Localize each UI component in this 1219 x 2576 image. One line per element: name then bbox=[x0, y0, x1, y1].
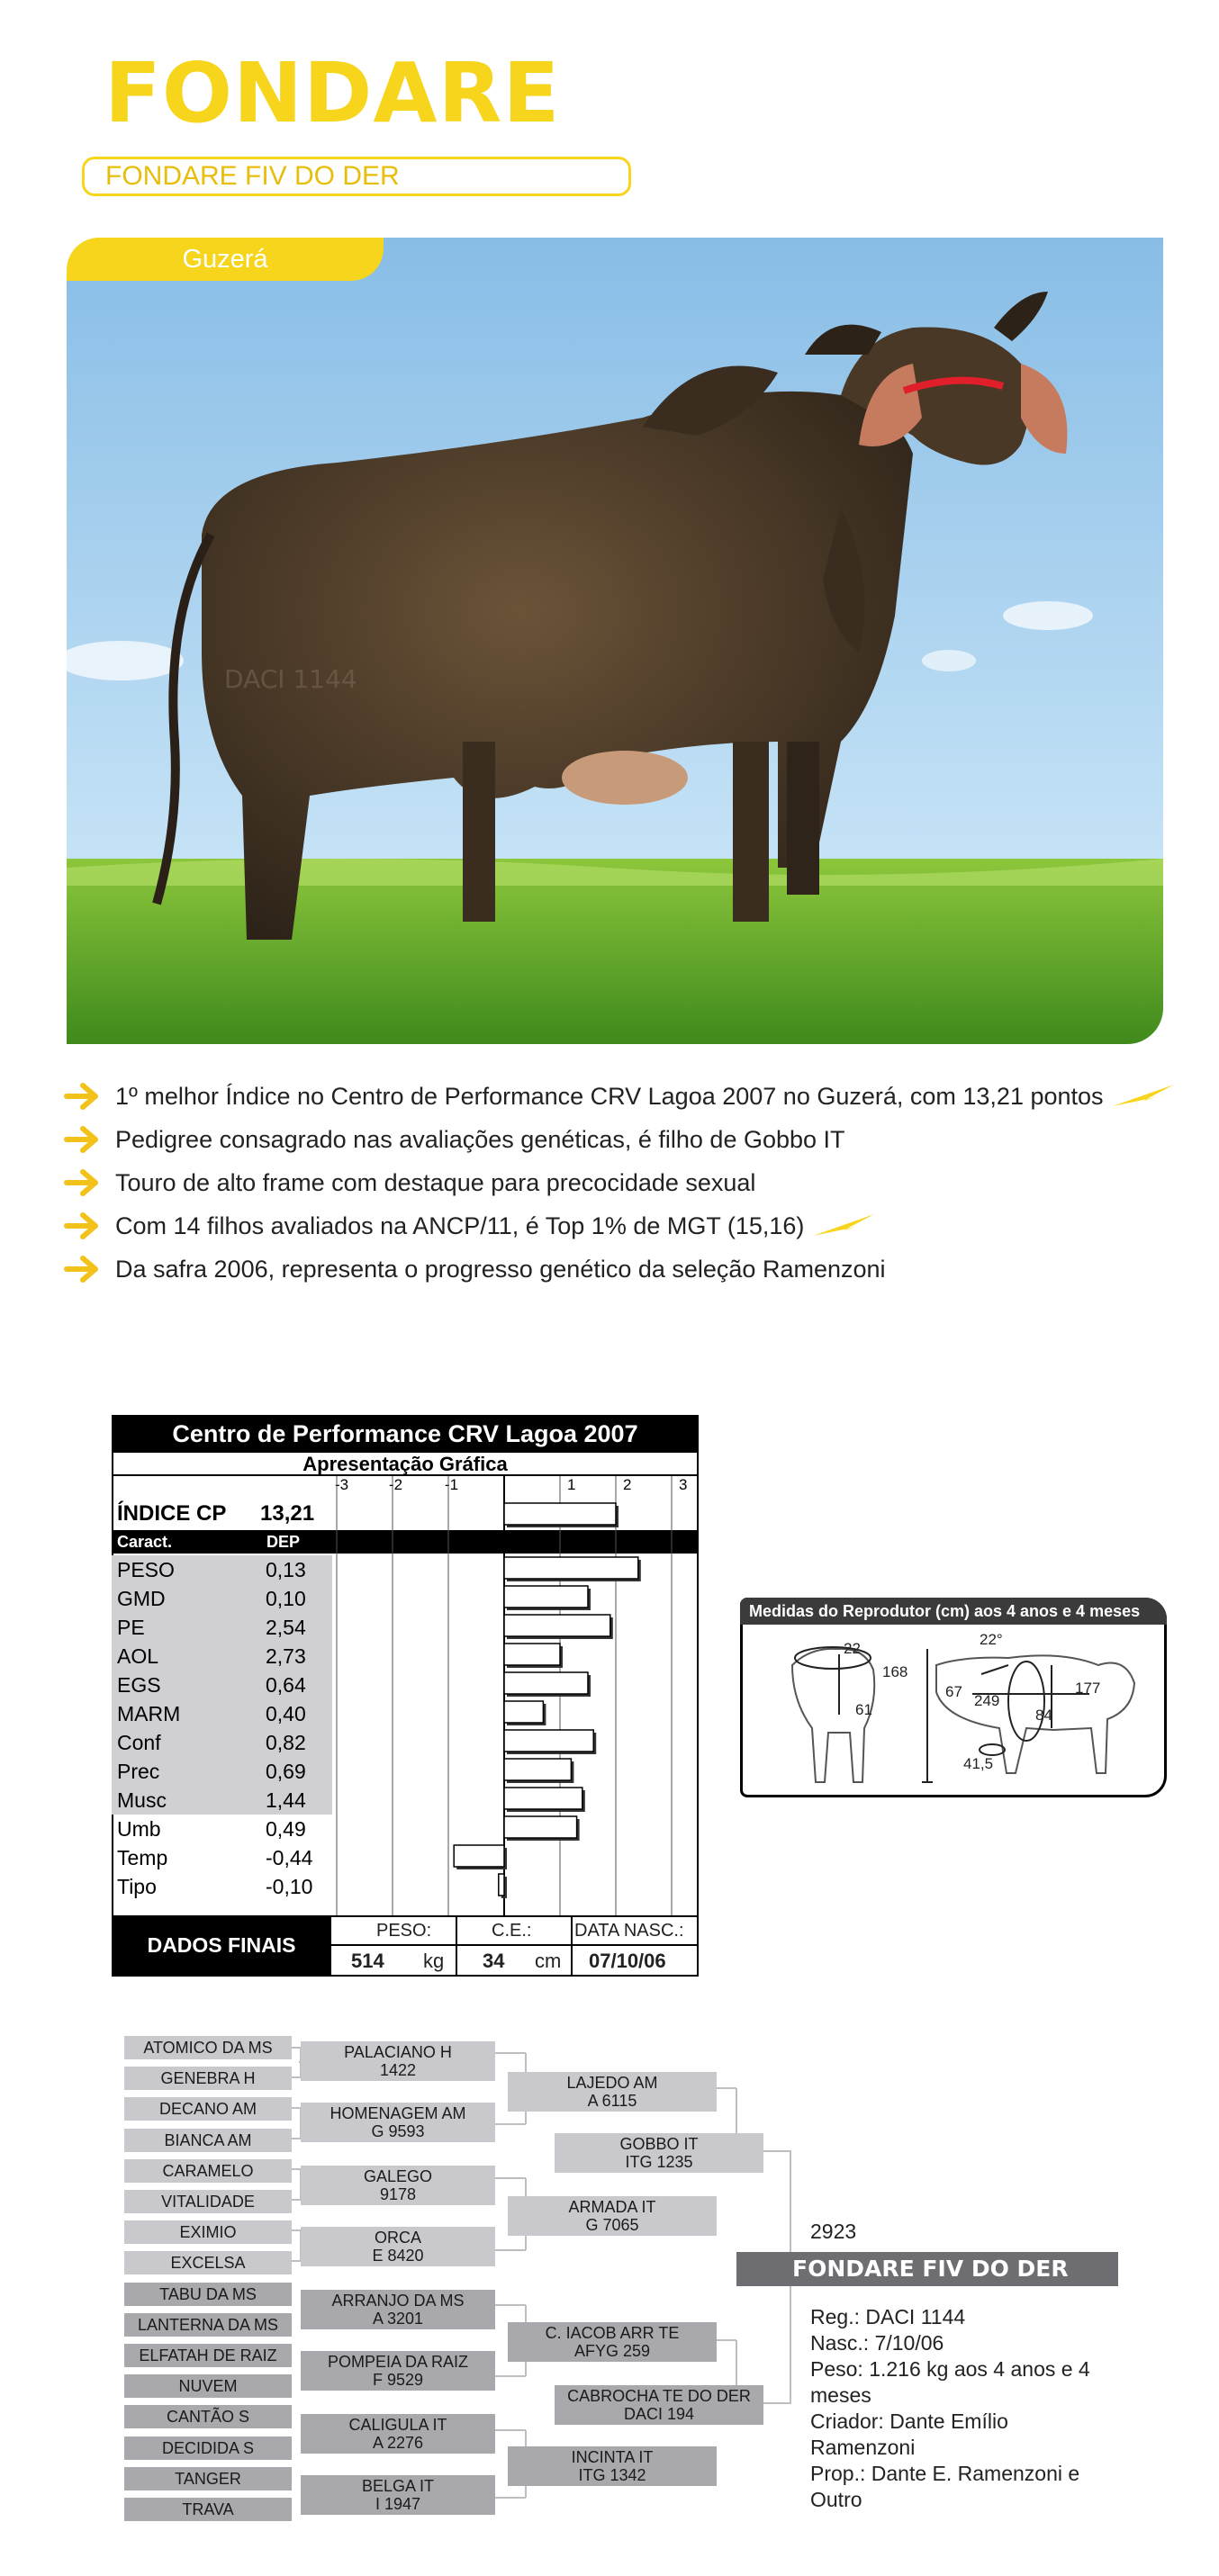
pedigree-ancestor-gen3 bbox=[301, 2414, 495, 2454]
pedigree-ancestor-gen3 bbox=[301, 2166, 495, 2205]
nasc-value: 07/10/06 bbox=[589, 1950, 666, 1972]
caract-label: Umb bbox=[117, 1817, 161, 1841]
indice-label: ÍNDICE CP bbox=[117, 1501, 227, 1526]
pedigree-code: 2923 bbox=[810, 2220, 857, 2243]
dep-value: -0,10 bbox=[266, 1875, 313, 1898]
caract-label: MARM bbox=[117, 1702, 181, 1725]
measure-label: 67 bbox=[945, 1683, 962, 1700]
peso-label: PESO: bbox=[376, 1921, 432, 1941]
ancestor-reg: ITG 1235 bbox=[625, 2153, 693, 2171]
chart-subtitle: Apresentação Gráfica bbox=[112, 1453, 699, 1476]
pedigree-ancestor-gen3 bbox=[301, 2227, 495, 2266]
pedigree-ancestor-gen4: BIANCA AM bbox=[124, 2129, 292, 2152]
pedigree-ancestor-gen4: ELFATAH DE RAIZ bbox=[124, 2344, 292, 2367]
pedigree-ancestor-gen4: DECIDIDA S bbox=[124, 2436, 292, 2460]
page-title: FONDARE bbox=[104, 45, 561, 141]
pedigree-ancestor-gen2 bbox=[508, 2446, 717, 2486]
caract-row bbox=[112, 1815, 699, 1843]
bullet-item bbox=[63, 1251, 886, 1287]
ancestor-reg: G 9593 bbox=[371, 2122, 425, 2140]
peso-unit: kg bbox=[423, 1950, 445, 1972]
bar--ndice-cp bbox=[504, 1503, 616, 1525]
caract-row bbox=[112, 1786, 699, 1815]
ancestor-reg: A 3201 bbox=[372, 2310, 424, 2328]
caract-label: Conf bbox=[117, 1731, 161, 1754]
ancestor-reg: 9178 bbox=[379, 2185, 417, 2203]
bullet-text: Da safra 2006, representa o progresso genético da seleção Ramenzoni bbox=[115, 1255, 886, 1283]
caract-label: Prec bbox=[117, 1760, 160, 1783]
ancestor-reg: E 8420 bbox=[372, 2247, 424, 2265]
ancestor-name: BELGA IT bbox=[361, 2477, 435, 2495]
dep-value: 0,13 bbox=[266, 1558, 306, 1581]
dep-value: 0,40 bbox=[266, 1702, 306, 1725]
pedigree-ancestor-gen3 bbox=[301, 2103, 495, 2142]
ancestor-name: GALEGO bbox=[363, 2167, 433, 2185]
measure-label: 41,5 bbox=[963, 1755, 994, 1772]
caract-row bbox=[112, 1671, 699, 1699]
arrow-icon bbox=[63, 1167, 103, 1198]
breed-label: Guzerá bbox=[182, 245, 268, 274]
caract-label: AOL bbox=[117, 1644, 159, 1668]
dep-value: 2,54 bbox=[266, 1616, 306, 1639]
bullet-text: Pedigree consagrado nas avaliações genéticas, é filho de Gobbo IT bbox=[115, 1125, 845, 1153]
caract-label: Tipo bbox=[117, 1875, 157, 1898]
dep-value: 0,82 bbox=[266, 1731, 306, 1754]
axis-tick: -3 bbox=[335, 1476, 349, 1493]
animal-name: FONDARE FIV DO DER bbox=[792, 2256, 1069, 2282]
ancestor-reg: DACI 194 bbox=[623, 2405, 695, 2423]
pedigree-ancestor-gen4: GENEBRA H bbox=[124, 2067, 292, 2090]
indice-value: 13,21 bbox=[260, 1501, 315, 1526]
dep-value: 2,73 bbox=[266, 1644, 306, 1668]
pedigree-ancestor-gen4: DECANO AM bbox=[124, 2097, 292, 2121]
bullet-item bbox=[63, 1121, 845, 1157]
pedigree-ancestor-gen4: TRAVA bbox=[124, 2498, 292, 2521]
performance-title: Centro de Performance CRV Lagoa 2007 bbox=[112, 1415, 699, 1453]
ancestor-name: ARRANJO DA MS bbox=[331, 2292, 465, 2310]
pedigree-ancestor-gen4: EXIMIO bbox=[124, 2220, 292, 2244]
pedigree-ancestor-gen4: TANGER bbox=[124, 2467, 292, 2490]
ancestor-name: LAJEDO AM bbox=[566, 2074, 658, 2092]
ancestor-name: PALACIANO H bbox=[344, 2043, 452, 2061]
pedigree-ancestor-gen4: EXCELSA bbox=[124, 2251, 292, 2274]
dep-value: 0,69 bbox=[266, 1760, 306, 1783]
measure-label: 177 bbox=[1075, 1680, 1101, 1697]
caract-label: Temp bbox=[117, 1846, 168, 1869]
pedigree-ancestor-gen3 bbox=[301, 2041, 495, 2081]
col-dep: DEP bbox=[266, 1533, 301, 1551]
ancestor-name: HOMENAGEM AM bbox=[330, 2104, 466, 2122]
nasc-label: DATA NASC.: bbox=[574, 1921, 684, 1941]
highlight-spark-icon bbox=[811, 1212, 876, 1239]
arrow-icon bbox=[63, 1081, 103, 1112]
dep-value: 0,10 bbox=[266, 1587, 306, 1610]
col-caract: Caract. bbox=[117, 1533, 173, 1551]
pedigree-ancestor-gen2 bbox=[508, 2196, 717, 2236]
ancestor-name: ARMADA IT bbox=[568, 2198, 656, 2216]
ancestor-reg: F 9529 bbox=[372, 2371, 424, 2389]
pedigree-ancestor-gen2 bbox=[508, 2072, 717, 2112]
caract-label: GMD bbox=[117, 1587, 166, 1610]
animal-nasc: Nasc.: 7/10/06 bbox=[810, 2331, 944, 2355]
ancestor-reg: 1422 bbox=[379, 2061, 417, 2079]
measure-label: 22 bbox=[844, 1640, 861, 1657]
pedigree-ancestor-gen1 bbox=[555, 2385, 763, 2425]
ancestor-name: ORCA bbox=[374, 2229, 421, 2247]
measure-label: 168 bbox=[882, 1663, 908, 1680]
axis-tick: -2 bbox=[389, 1476, 403, 1493]
pedigree-ancestor-gen4: CANTÃO S bbox=[124, 2405, 292, 2428]
bullet-item bbox=[63, 1078, 1176, 1114]
caract-label: EGS bbox=[117, 1673, 161, 1697]
ancestor-reg: I 1947 bbox=[375, 2495, 421, 2513]
pedigree-ancestor-gen2 bbox=[508, 2322, 717, 2362]
bullet-item bbox=[63, 1208, 876, 1244]
pedigree-ancestor-gen4: LANTERNA DA MS bbox=[124, 2313, 292, 2337]
pedigree-ancestor-gen1 bbox=[555, 2133, 763, 2173]
measure-label: 249 bbox=[974, 1692, 1000, 1709]
highlight-spark-icon bbox=[1111, 1083, 1176, 1110]
ancestor-reg: AFYG 259 bbox=[573, 2342, 651, 2360]
animal-reg: Reg.: DACI 1144 bbox=[810, 2305, 966, 2328]
caract-label: PESO bbox=[117, 1558, 175, 1581]
bull-illustration bbox=[67, 238, 1163, 1044]
bullet-text: 1º melhor Índice no Centro de Performance CRV Lagoa 2007 no Guzerá, com 13,21 pontos bbox=[115, 1082, 1104, 1110]
ancestor-name: GOBBO IT bbox=[619, 2135, 699, 2153]
caract-label: PE bbox=[117, 1616, 145, 1639]
caract-row bbox=[112, 1613, 699, 1642]
arrow-icon bbox=[63, 1254, 103, 1284]
ce-value: 34 bbox=[483, 1950, 505, 1972]
dep-value: 1,44 bbox=[266, 1788, 306, 1812]
bullet-item bbox=[63, 1165, 755, 1201]
ancestor-reg: A 6115 bbox=[587, 2092, 637, 2110]
dep-value: -0,44 bbox=[266, 1846, 313, 1869]
bullet-text: Touro de alto frame com destaque para precocidade sexual bbox=[115, 1168, 756, 1196]
measure-label: 22° bbox=[980, 1631, 1003, 1648]
caract-row bbox=[112, 1843, 699, 1872]
ancestor-name: INCINTA IT bbox=[571, 2448, 654, 2466]
ce-label: C.E.: bbox=[492, 1921, 532, 1941]
caract-row bbox=[112, 1728, 699, 1757]
ancestor-name: CALIGULA IT bbox=[348, 2416, 447, 2434]
caract-row bbox=[112, 1642, 699, 1671]
bull-measurement-diagram bbox=[756, 1629, 1152, 1791]
axis-tick: 3 bbox=[679, 1476, 688, 1493]
pedigree-ancestor-gen4: NUVEM bbox=[124, 2374, 292, 2398]
bull-photo bbox=[67, 238, 1163, 1044]
ancestor-name: C. IACOB ARR TE bbox=[545, 2324, 680, 2342]
pedigree-ancestor-gen4: ATOMICO DA MS bbox=[124, 2036, 292, 2059]
pedigree-ancestor-gen4: VITALIDADE bbox=[124, 2190, 292, 2213]
axis-tick: 2 bbox=[623, 1476, 632, 1493]
dados-finais-label: DADOS FINAIS bbox=[112, 1915, 331, 1975]
arrow-icon bbox=[63, 1211, 103, 1241]
axis-tick: -1 bbox=[445, 1476, 459, 1493]
ancestor-reg: A 2276 bbox=[372, 2434, 424, 2452]
bullet-text: Com 14 filhos avaliados na ANCP/11, é Top 1% de MGT (15,16) bbox=[115, 1211, 805, 1239]
animal-criador: Criador: Dante Emílio Ramenzoni bbox=[810, 2409, 1008, 2459]
pedigree-ancestor-gen4: TABU DA MS bbox=[124, 2283, 292, 2306]
caract-row bbox=[112, 1699, 699, 1728]
flank-marking: DACI 1144 bbox=[224, 664, 357, 694]
caract-label: Musc bbox=[117, 1788, 167, 1812]
measure-label: 61 bbox=[855, 1701, 872, 1718]
dep-value: 0,49 bbox=[266, 1817, 306, 1841]
ancestor-name: POMPEIA DA RAIZ bbox=[327, 2353, 469, 2371]
measure-label: 84 bbox=[1035, 1707, 1052, 1724]
dep-value: 0,64 bbox=[266, 1673, 306, 1697]
ancestor-name: CABROCHA TE DO DER bbox=[567, 2387, 751, 2405]
peso-value: 514 bbox=[351, 1950, 384, 1972]
ce-unit: cm bbox=[535, 1950, 562, 1972]
pedigree-ancestor-gen3 bbox=[301, 2475, 495, 2515]
caract-row bbox=[112, 1555, 699, 1584]
pedigree-ancestor-gen4: CARAMELO bbox=[124, 2159, 292, 2183]
caract-row bbox=[112, 1872, 699, 1901]
arrow-icon bbox=[63, 1124, 103, 1155]
ancestor-reg: ITG 1342 bbox=[578, 2466, 646, 2484]
animal-prop: Prop.: Dante E. Ramenzoni e Outro bbox=[810, 2462, 1080, 2511]
ancestor-reg: G 7065 bbox=[585, 2216, 639, 2234]
medidas-title: Medidas do Reprodutor (cm) aos 4 anos e 4 meses bbox=[740, 1598, 1167, 1625]
axis-tick: 1 bbox=[567, 1476, 576, 1493]
animal-info bbox=[810, 2304, 1098, 2513]
animal-peso: Peso: 1.216 kg aos 4 anos e 4 meses bbox=[810, 2357, 1090, 2407]
caract-row bbox=[112, 1584, 699, 1613]
caract-row bbox=[112, 1757, 699, 1786]
pedigree-ancestor-gen3 bbox=[301, 2351, 495, 2391]
animal-subtitle: FONDARE FIV DO DER bbox=[105, 161, 400, 191]
pedigree-ancestor-gen3 bbox=[301, 2290, 495, 2329]
dados-divider bbox=[331, 1944, 699, 1946]
